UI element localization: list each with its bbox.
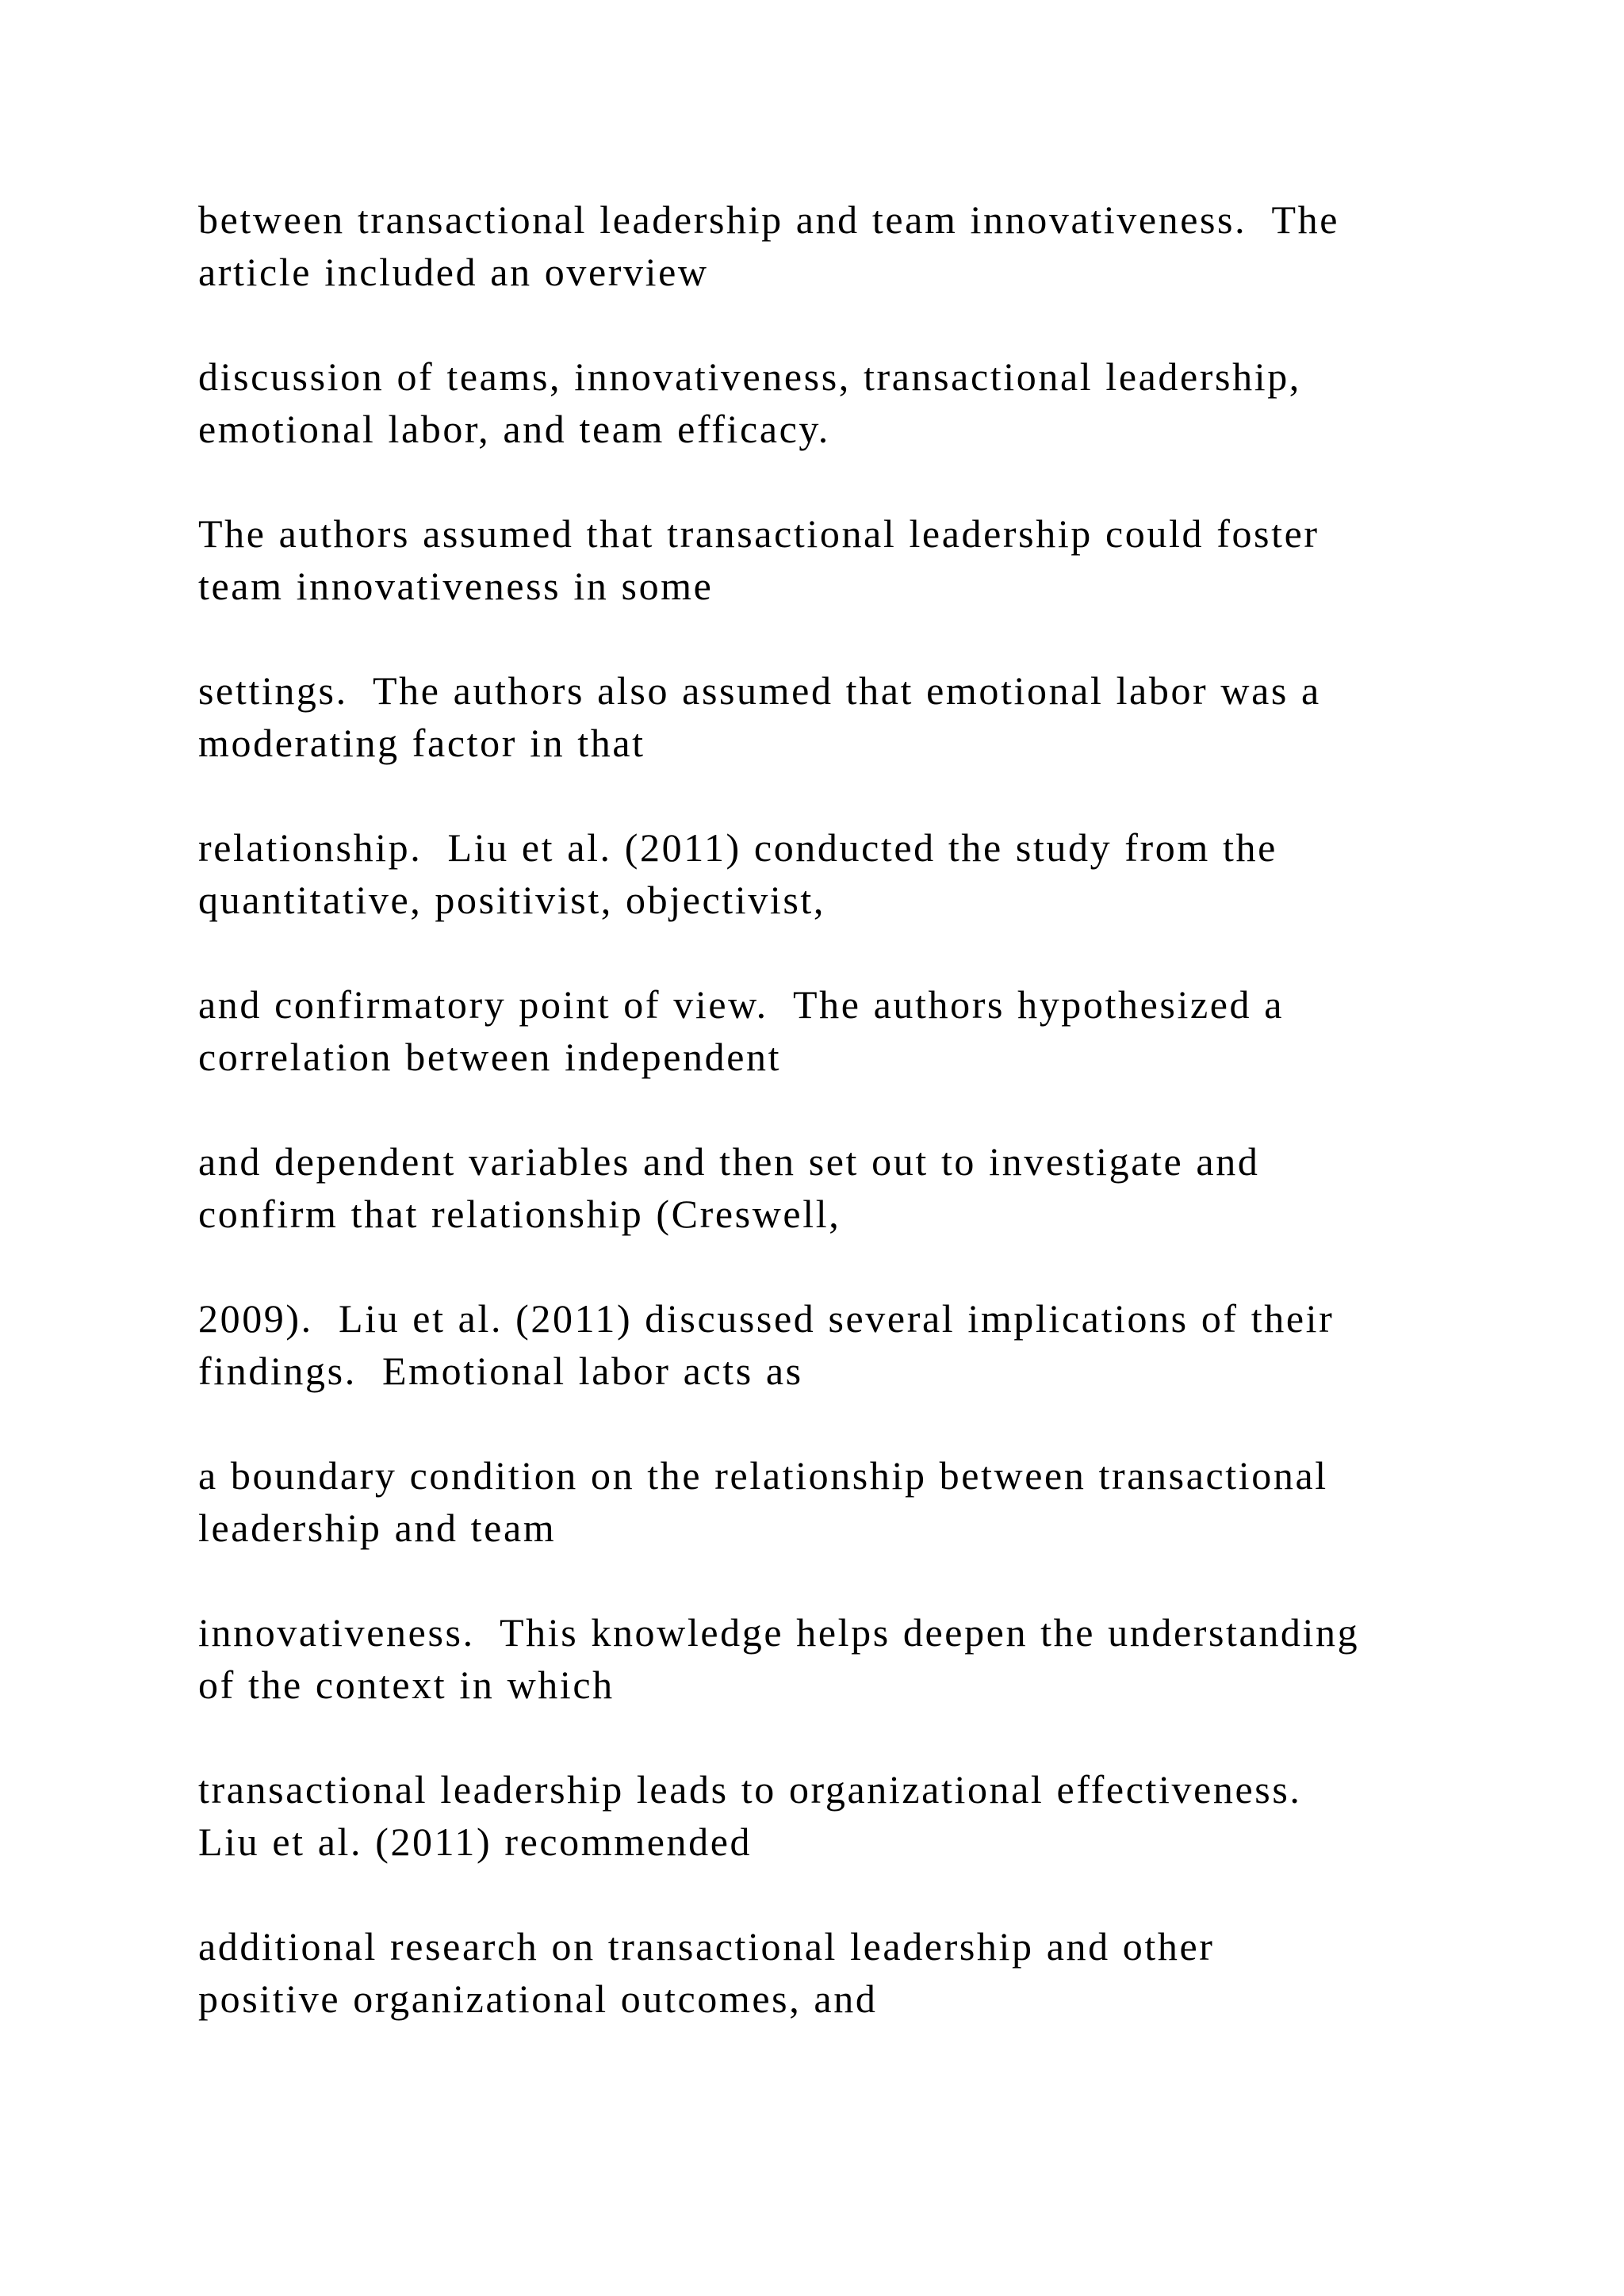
text-line: correlation between independent [198,1035,782,1079]
text-line: transactional leadership leads to organizational effectiveness. [198,1767,1302,1812]
text-line: and confirmatory point of view. The authors hypothesized a [198,982,1285,1027]
text-line: relationship. Liu et al. (2011) conducted the study from the [198,825,1277,870]
text-line: of the context in which [198,1663,615,1707]
text-line: confirm that relationship (Creswell, [198,1192,841,1236]
paragraph-2 [198,350,1467,455]
text-line: The authors assumed that transactional leadership could foster [198,511,1320,556]
text-line: article included an overview [198,250,709,294]
text-line: findings. Emotional labor acts as [198,1349,803,1393]
text-line: Liu et al. (2011) recommended [198,1820,753,1864]
paragraph-8 [198,1292,1467,1397]
paragraph-6 [198,978,1467,1083]
paragraph-12 [198,1920,1467,2025]
text-line: quantitative, positivist, objectivist, [198,878,826,922]
text-line: innovativeness. This knowledge helps deepen the understanding [198,1610,1360,1655]
paragraph-1 [198,193,1467,298]
text-line: between transactional leadership and team innovativeness. The [198,197,1340,242]
paragraph-4 [198,664,1467,769]
paragraph-3 [198,507,1467,612]
text-line: emotional labor, and team efficacy. [198,407,830,451]
text-line: team innovativeness in some [198,564,714,608]
text-line: discussion of teams, innovativeness, transactional leadership, [198,354,1301,399]
body-text [198,193,1467,2077]
paragraph-10 [198,1606,1467,1711]
text-line: leadership and team [198,1506,557,1550]
text-line: and dependent variables and then set out to investigate and [198,1139,1260,1184]
paragraph-9 [198,1449,1467,1554]
paragraph-5 [198,821,1467,926]
paragraph-11 [198,1763,1467,1868]
text-line: a boundary condition on the relationship between transactional [198,1453,1328,1498]
text-line: settings. The authors also assumed that emotional labor was a [198,668,1321,713]
text-line: additional research on transactional leadership and other [198,1924,1215,1969]
text-line: 2009). Liu et al. (2011) discussed several implications of their [198,1296,1335,1341]
text-line: moderating factor in that [198,721,645,765]
text-line: positive organizational outcomes, and [198,1976,878,2021]
paragraph-7 [198,1135,1467,1240]
